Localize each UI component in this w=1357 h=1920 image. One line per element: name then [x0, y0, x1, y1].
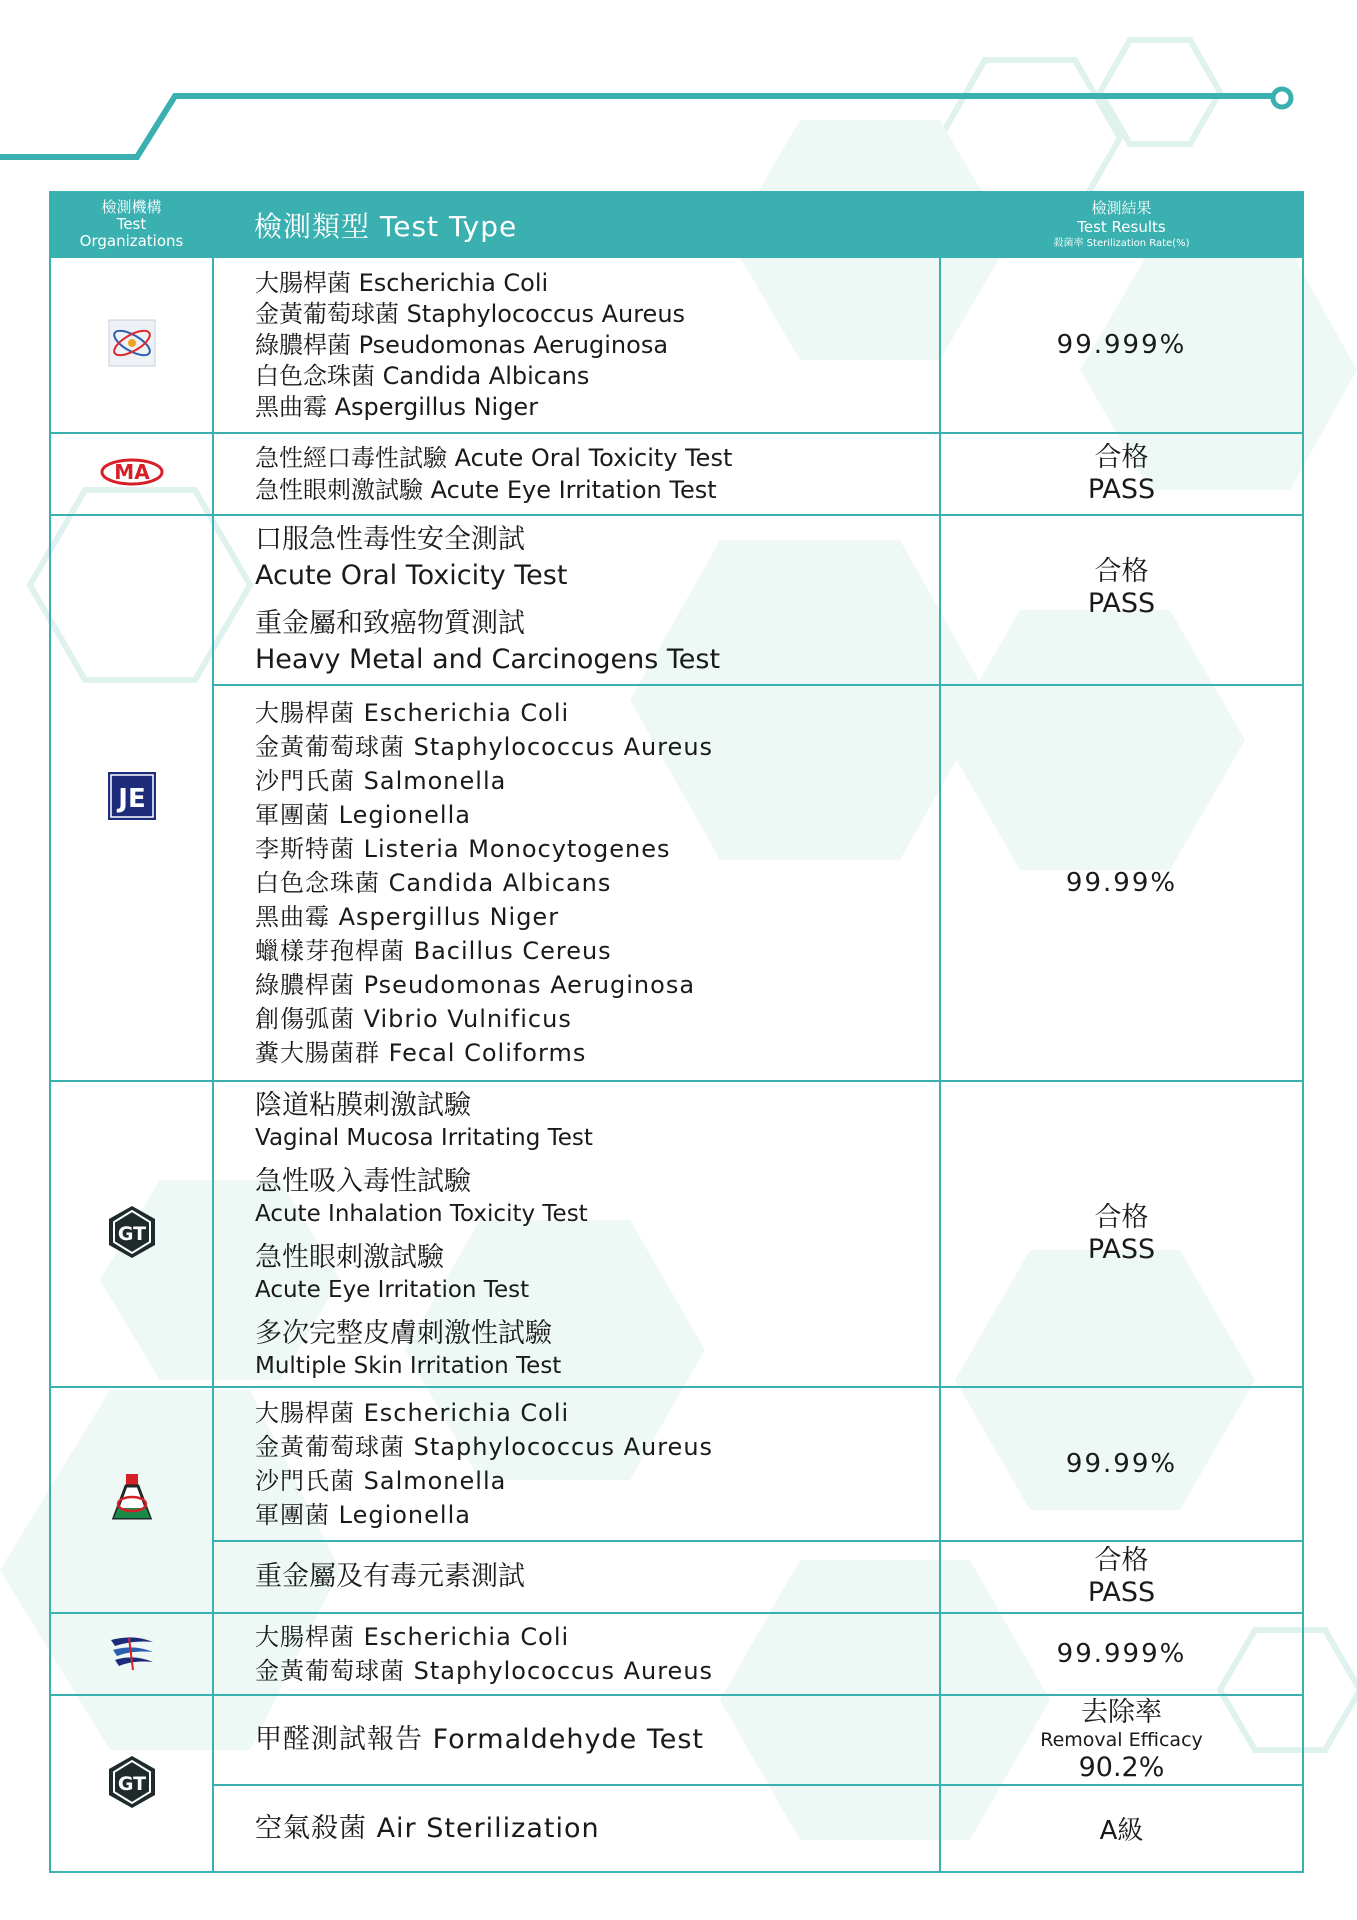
result-cell [940, 1695, 1303, 1785]
test-type-cell [213, 433, 940, 515]
test-item: 甲醛測試報告 Formaldehyde Test [255, 1724, 704, 1755]
test-item: 李斯特菌 Listeria Monocytogenes [255, 835, 671, 863]
test-item: 急性眼刺激試驗 Acute Eye Irritation Test [255, 476, 717, 504]
table-row [50, 1541, 1303, 1613]
cma-flask-logo-icon [104, 1470, 160, 1526]
result-zh: 合格 [1094, 1202, 1149, 1233]
org-cell [50, 1695, 213, 1872]
cma-logo-icon [100, 457, 164, 487]
test-item-zh: 重金屬和致癌物質測試 [255, 608, 525, 639]
result-zh: 合格 [1094, 556, 1149, 587]
test-item-en: Heavy Metal and Carcinogens Test [255, 644, 721, 675]
test-item-zh: 多次完整皮膚刺激性試驗 [255, 1318, 552, 1349]
org-cell [50, 257, 213, 433]
test-item: 金黃葡萄球菌 Staphylococcus Aureus [255, 1657, 714, 1685]
result-zh: 合格 [1094, 442, 1149, 473]
header-res-en: Test Results [1077, 217, 1166, 236]
test-item: 重金屬及有毒元素測試 [255, 1561, 525, 1592]
test-type-cell [213, 1541, 940, 1613]
test-type-cell [213, 1695, 940, 1785]
test-item: 綠膿桿菌 Pseudomonas Aeruginosa [255, 330, 669, 359]
test-results-table [49, 191, 1304, 1873]
test-item: 大腸桿菌 Escherichia Coli [255, 1623, 570, 1651]
table-header-row [50, 192, 1303, 257]
test-item: 空氣殺菌 Air Sterilization [255, 1812, 600, 1844]
result-cell [940, 1541, 1303, 1613]
result-cell [940, 1081, 1303, 1387]
test-item-en: Acute Eye Irritation Test [255, 1277, 530, 1303]
result-value: 99.999% [1056, 330, 1187, 360]
test-item-en: Acute Inhalation Toxicity Test [255, 1201, 588, 1227]
header-decor-line [0, 0, 1357, 200]
svg-text:JE: JE [117, 784, 146, 814]
table-row [50, 1081, 1303, 1387]
header-res-note: 殺菌率 Sterilization Rate(%) [1053, 237, 1190, 249]
test-item: 綠膿桿菌 Pseudomonas Aeruginosa [255, 971, 696, 999]
test-item: 黑曲霉 Aspergillus Niger [255, 903, 560, 931]
test-type-cell [213, 1613, 940, 1695]
test-item: 創傷弧菌 Vibrio Vulnificus [255, 1005, 572, 1033]
org-cell [50, 1387, 213, 1613]
test-type-cell [213, 515, 940, 685]
result-cell [940, 1613, 1303, 1695]
test-item: 沙門氏菌 Salmonella [255, 1467, 507, 1495]
result-zh: 去除率 [1081, 1696, 1162, 1728]
table-row [50, 433, 1303, 515]
table-row [50, 257, 1303, 433]
test-item: 大腸桿菌 Escherichia Coli [255, 268, 549, 297]
test-item-zh: 急性吸入毒性試驗 [255, 1166, 471, 1197]
test-type-cell [213, 1387, 940, 1541]
test-item: 軍團菌 Legionella [255, 801, 471, 829]
test-item: 白色念珠菌 Candida Albicans [255, 361, 590, 390]
result-en: Removal Efficacy [1040, 1728, 1203, 1751]
test-item: 金黃葡萄球菌 Staphylococcus Aureus [255, 733, 714, 761]
header-test-results [940, 192, 1303, 257]
header-org-en1: Test [116, 215, 147, 233]
wing-logo-icon [107, 1630, 157, 1674]
result-en: PASS [1087, 1234, 1156, 1265]
test-type-cell [213, 685, 940, 1081]
test-item: 沙門氏菌 Salmonella [255, 767, 507, 795]
result-en: PASS [1087, 474, 1156, 505]
header-res-zh: 檢測結果 [1091, 198, 1152, 217]
test-item-en: Vaginal Mucosa Irritating Test [255, 1125, 593, 1151]
table-row [50, 1695, 1303, 1785]
test-item: 黑曲霉 Aspergillus Niger [255, 392, 539, 421]
result-value: 90.2% [1078, 1751, 1165, 1783]
svg-text:GT: GT [117, 1772, 146, 1795]
header-test-type: 檢測類型 Test Type [213, 192, 940, 257]
org-cell [50, 515, 213, 1081]
org-cell [50, 1081, 213, 1387]
atom-logo-icon [107, 318, 157, 368]
test-item: 蠟樣芽孢桿菌 Bacillus Cereus [255, 937, 612, 965]
header-org-zh: 檢測機構 [101, 198, 162, 216]
result-cell [940, 685, 1303, 1081]
je-logo-icon [106, 770, 158, 822]
result-value: 99.99% [1065, 1449, 1178, 1479]
test-type-cell [213, 1785, 940, 1872]
table-row [50, 685, 1303, 1081]
svg-text:MA: MA [113, 460, 150, 484]
gt-logo-icon [106, 1754, 158, 1810]
header-org-en2: Organizations [79, 232, 184, 250]
test-item: 大腸桿菌 Escherichia Coli [255, 1399, 570, 1427]
test-item-en: Multiple Skin Irritation Test [255, 1353, 562, 1379]
test-item: 糞大腸菌群 Fecal Coliforms [255, 1039, 587, 1067]
result-cell [940, 1785, 1303, 1872]
test-type-cell [213, 257, 940, 433]
result-zh: 合格 [1094, 1545, 1149, 1576]
svg-text:GT: GT [117, 1223, 146, 1245]
test-item: 金黃葡萄球菌 Staphylococcus Aureus [255, 1433, 714, 1461]
test-item: 金黃葡萄球菌 Staphylococcus Aureus [255, 299, 686, 328]
result-cell [940, 257, 1303, 433]
result-en: PASS [1087, 588, 1156, 619]
result-cell [940, 515, 1303, 685]
test-item-zh: 陰道粘膜刺激試驗 [255, 1090, 471, 1121]
table-row [50, 1387, 1303, 1541]
result-value: 99.999% [1056, 1639, 1187, 1669]
test-type-cell [213, 1081, 940, 1387]
result-value: A級 [1099, 1816, 1144, 1846]
result-en: PASS [1087, 1577, 1156, 1608]
org-cell [50, 1613, 213, 1695]
test-item-zh: 口服急性毒性安全測試 [255, 524, 525, 555]
table-row [50, 1785, 1303, 1872]
test-item: 急性經口毒性試驗 Acute Oral Toxicity Test [255, 444, 733, 472]
test-item: 大腸桿菌 Escherichia Coli [255, 699, 570, 727]
gt-logo-icon [106, 1204, 158, 1260]
table-row [50, 1613, 1303, 1695]
test-item-zh: 急性眼刺激試驗 [255, 1242, 444, 1273]
result-cell [940, 433, 1303, 515]
result-value: 99.99% [1065, 868, 1178, 898]
table-row [50, 515, 1303, 685]
test-item: 白色念珠菌 Candida Albicans [255, 869, 612, 897]
org-cell [50, 433, 213, 515]
test-item: 軍團菌 Legionella [255, 1501, 471, 1529]
header-organizations [50, 192, 213, 257]
test-item-en: Acute Oral Toxicity Test [255, 560, 568, 591]
result-cell [940, 1387, 1303, 1541]
